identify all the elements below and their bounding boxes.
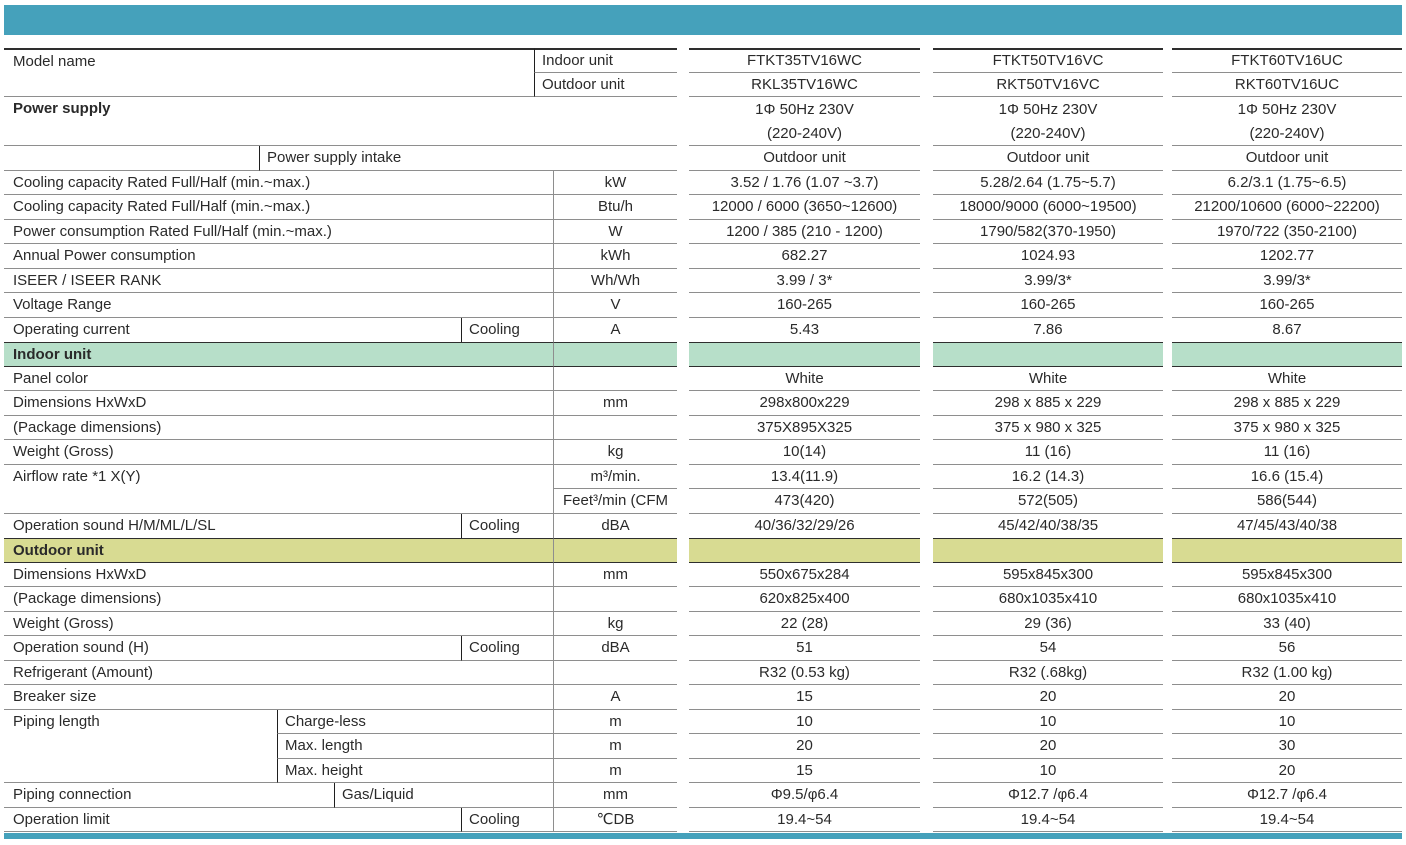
spec-value: 1024.93 [933, 244, 1163, 269]
spec-value: 5.43 [789, 321, 820, 339]
spec-value: 15 [689, 759, 920, 784]
spec-value: 20 [1172, 685, 1402, 710]
spec-unit: dBA [553, 636, 677, 661]
spec-value: 20 [1172, 759, 1402, 784]
spec-label: Dimensions HxWxD [4, 563, 553, 588]
spec-value: 550x675x284 [689, 563, 920, 588]
spec-value: RKT50TV16VC [933, 73, 1163, 98]
spec-value: RKT60TV16UC [1172, 73, 1402, 98]
spec-sublabel: Outdoor unit [534, 73, 677, 98]
section-band [553, 342, 677, 367]
spec-value: FTKT35TV16WC [689, 48, 920, 73]
spec-value: 473(420) [689, 489, 920, 514]
spec-value: 1790/582(370-1950) [933, 220, 1163, 245]
spec-sublabel: Power supply intake [259, 146, 677, 171]
spec-unit: m [553, 734, 677, 759]
spec-unit [553, 587, 677, 612]
spec-unit: kg [553, 440, 677, 465]
spec-unit [553, 661, 677, 686]
spec-value: 11 (16) [1172, 440, 1402, 465]
spec-value: 29 (36) [933, 612, 1163, 637]
spec-value: 51 [689, 636, 920, 661]
spec-label: Operation limit [4, 808, 461, 833]
spec-label: Dimensions HxWxD [4, 391, 553, 416]
spec-label: Power consumption Rated Full/Half (min.~max.) [4, 220, 553, 245]
section-band [1172, 342, 1402, 367]
spec-unit: A [553, 318, 677, 343]
spec-value: 21200/10600 (6000~22200) [1172, 195, 1402, 220]
spec-label: Cooling capacity Rated Full/Half (min.~max.) [4, 171, 553, 196]
spec-label: Airflow rate *1 X(Y) [4, 465, 553, 514]
spec-value: 3.52 / 1.76 (1.07 ~3.7) [689, 171, 920, 196]
spec-value: R32 (.68kg) [933, 661, 1163, 686]
spec-value: 20 [689, 734, 920, 759]
section-band [1172, 538, 1402, 563]
spec-value: 10(14) [689, 440, 920, 465]
bottom-banner [4, 833, 1402, 839]
spec-value: 595x845x300 [933, 563, 1163, 588]
spec-label: Power supply [4, 97, 677, 146]
spec-value: 56 [1172, 636, 1402, 661]
spec-value: 22 (28) [689, 612, 920, 637]
spec-value: 572(505) [933, 489, 1163, 514]
spec-sublabel: Cooling [461, 636, 553, 661]
spec-value: 160-265 [689, 293, 920, 318]
spec-unit: kg [553, 612, 677, 637]
spec-value: 10 [689, 710, 920, 735]
spec-value: 6.2/3.1 (1.75~6.5) [1172, 171, 1402, 196]
spec-value: 595x845x300 [1172, 563, 1402, 588]
spec-unit: m³/min. [553, 465, 677, 490]
spec-value: FTKT50TV16VC [933, 48, 1163, 73]
spec-value: Φ12.7 /φ6.4 [1172, 783, 1402, 808]
spec-value: 19.4~54 [1172, 808, 1402, 833]
spec-unit: Btu/h [553, 195, 677, 220]
spec-unit: kWh [553, 244, 677, 269]
spec-label: Annual Power consumption [4, 244, 553, 269]
spec-value: 1Φ 50Hz 230V [998, 100, 1098, 118]
section-band [933, 538, 1163, 563]
spec-sublabel: Max. length [277, 734, 553, 759]
spec-value: 8.67 [1272, 321, 1302, 339]
spec-sublabel: Cooling [461, 808, 553, 833]
spec-value: Outdoor unit [933, 146, 1163, 171]
spec-value: 5.28/2.64 (1.75~5.7) [933, 171, 1163, 196]
spec-value: Φ9.5/φ6.4 [689, 783, 920, 808]
spec-value: 20 [933, 685, 1163, 710]
spec-value: Outdoor unit [689, 146, 920, 171]
spec-value: 16.2 (14.3) [933, 465, 1163, 490]
spec-unit: Feet³/min (CFM [553, 489, 677, 514]
spec-value: White [933, 367, 1163, 392]
spec-value: 7.86 [1033, 321, 1063, 339]
spec-label: Piping length [4, 710, 277, 784]
spec-sublabel: Indoor unit [534, 48, 677, 73]
spec-label: Breaker size [4, 685, 553, 710]
spec-value: R32 (0.53 kg) [689, 661, 920, 686]
spec-value: 298x800x229 [689, 391, 920, 416]
spec-value: 1200 / 385 (210 - 1200) [689, 220, 920, 245]
spec-value: White [1172, 367, 1402, 392]
spec-label: (Package dimensions) [4, 587, 553, 612]
spec-value: 375 x 980 x 325 [1172, 416, 1402, 441]
spec-label: Cooling capacity Rated Full/Half (min.~max.) [4, 195, 553, 220]
spec-unit: kW [553, 171, 677, 196]
spec-value: 1Φ 50Hz 230V [755, 100, 854, 118]
spec-value: R32 (1.00 kg) [1172, 661, 1402, 686]
spec-value: 15 [689, 685, 920, 710]
spec-value: 375X895X325 [689, 416, 920, 441]
spec-unit: m [553, 759, 677, 784]
spec-label: Operating current [13, 321, 130, 339]
spec-label: Operation sound (H) [4, 636, 461, 661]
spec-value: 1970/722 (350-2100) [1172, 220, 1402, 245]
spec-label: Weight (Gross) [4, 440, 553, 465]
spec-unit [553, 367, 677, 392]
spec-unit: W [553, 220, 677, 245]
spec-label: (Package dimensions) [4, 416, 553, 441]
spec-unit [553, 416, 677, 441]
spec-value: 13.4(11.9) [689, 465, 920, 490]
spec-label: Weight (Gross) [4, 612, 553, 637]
spec-value: 40/36/32/29/26 [754, 517, 855, 535]
spec-label: Piping connection [4, 783, 334, 808]
spec-value: Φ12.7 /φ6.4 [933, 783, 1163, 808]
spec-value: 10 [933, 710, 1163, 735]
section-band [933, 342, 1163, 367]
spec-value: (220-240V) [689, 122, 920, 147]
section-band [553, 538, 677, 563]
section-header: Outdoor unit [4, 538, 553, 563]
spec-sublabel: Gas/Liquid [334, 783, 553, 808]
spec-value: 18000/9000 (6000~19500) [933, 195, 1163, 220]
spec-unit: m [553, 710, 677, 735]
spec-value: 33 (40) [1172, 612, 1402, 637]
spec-label: Model name [4, 48, 534, 97]
spec-value: 680x1035x410 [1172, 587, 1402, 612]
section-band [689, 342, 920, 367]
spec-value: 47/45/43/40/38 [1236, 517, 1338, 535]
spec-value: 30 [1172, 734, 1402, 759]
section-header: Indoor unit [4, 342, 553, 367]
spec-unit: Wh/Wh [553, 269, 677, 294]
spec-value: FTKT60TV16UC [1172, 48, 1402, 73]
spec-label: Voltage Range [4, 293, 553, 318]
spec-value: 16.6 (15.4) [1172, 465, 1402, 490]
spec-label: ISEER / ISEER RANK [4, 269, 553, 294]
spec-sublabel: Cooling [461, 318, 553, 343]
spec-unit: V [553, 293, 677, 318]
spec-value: 3.99/3* [1172, 269, 1402, 294]
spec-value: Outdoor unit [1172, 146, 1402, 171]
spec-value: 1Φ 50Hz 230V [1237, 100, 1337, 118]
spec-value: 11 (16) [933, 440, 1163, 465]
spec-value: 54 [933, 636, 1163, 661]
top-banner [4, 5, 1402, 35]
spec-unit: ℃DB [553, 808, 677, 833]
section-band [689, 538, 920, 563]
spec-value: 682.27 [689, 244, 920, 269]
spec-value: 298 x 885 x 229 [1172, 391, 1402, 416]
spec-value: (220-240V) [933, 122, 1163, 147]
spec-table [4, 48, 1402, 832]
spec-value: 19.4~54 [689, 808, 920, 833]
spec-unit: A [553, 685, 677, 710]
spec-value: 19.4~54 [933, 808, 1163, 833]
spec-value: 586(544) [1172, 489, 1402, 514]
spec-value: RKL35TV16WC [689, 73, 920, 98]
spec-label: Operation sound H/M/ML/L/SL [13, 517, 216, 535]
spec-unit: mm [553, 783, 677, 808]
spec-spacer [4, 146, 259, 171]
spec-value: 3.99/3* [933, 269, 1163, 294]
spec-value: White [689, 367, 920, 392]
spec-value: (220-240V) [1172, 122, 1402, 147]
spec-value: 1202.77 [1172, 244, 1402, 269]
spec-sublabel: Max. height [277, 759, 553, 784]
spec-unit: mm [553, 563, 677, 588]
spec-value: 680x1035x410 [933, 587, 1163, 612]
spec-value: 620x825x400 [689, 587, 920, 612]
spec-value: 12000 / 6000 (3650~12600) [689, 195, 920, 220]
spec-label: Refrigerant (Amount) [4, 661, 553, 686]
spec-value: 160-265 [933, 293, 1163, 318]
spec-value: 375 x 980 x 325 [933, 416, 1163, 441]
spec-sublabel: Charge-less [277, 710, 553, 735]
spec-value: 3.99 / 3* [689, 269, 920, 294]
spec-value: 10 [933, 759, 1163, 784]
spec-unit: dBA [553, 514, 677, 539]
spec-sublabel: Cooling [461, 514, 553, 539]
spec-unit: mm [553, 391, 677, 416]
spec-value: 298 x 885 x 229 [933, 391, 1163, 416]
spec-value: 160-265 [1172, 293, 1402, 318]
spec-value: 20 [933, 734, 1163, 759]
spec-value: 45/42/40/38/35 [997, 517, 1099, 535]
spec-value: 10 [1172, 710, 1402, 735]
spec-label: Panel color [4, 367, 553, 392]
